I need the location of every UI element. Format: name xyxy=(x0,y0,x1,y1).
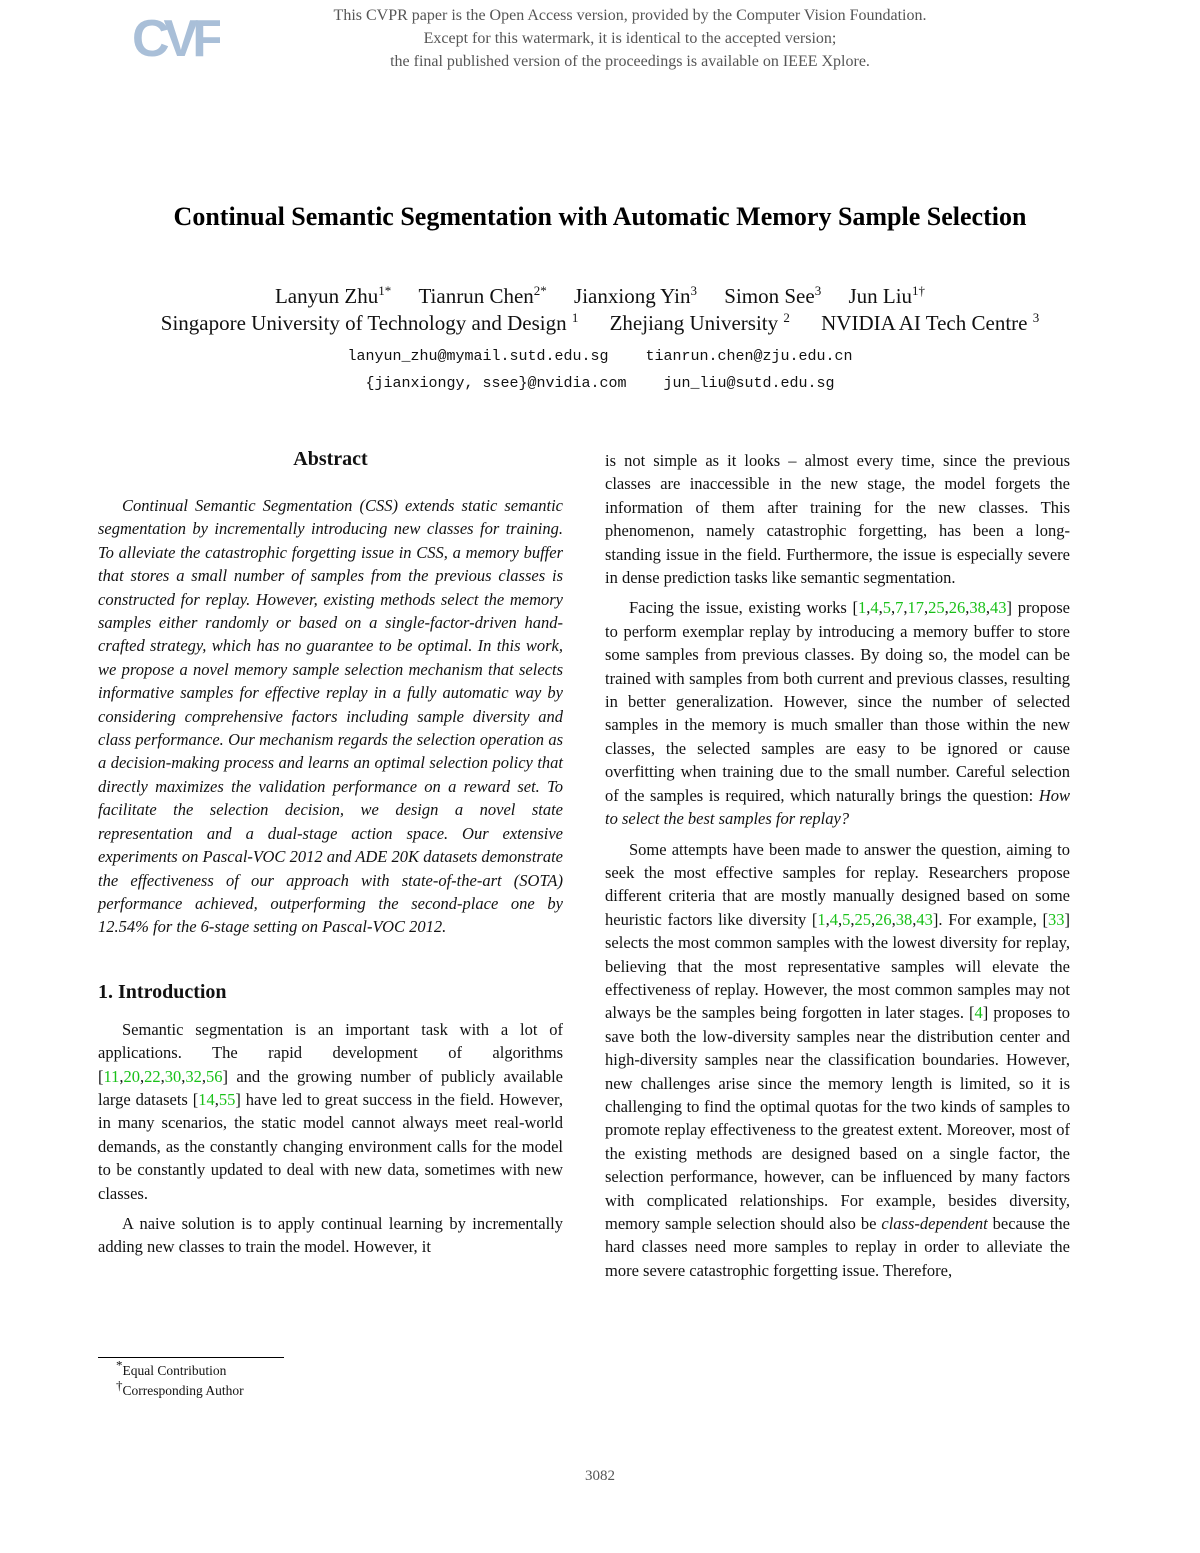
citation-link[interactable]: 26 xyxy=(948,598,966,618)
citation-link[interactable]: 56 xyxy=(206,1066,223,1086)
citation-group: 14,55 xyxy=(198,1089,236,1109)
email[interactable]: tianrun.chen@zju.edu.cn xyxy=(645,348,853,365)
citation-link[interactable]: 30 xyxy=(164,1066,182,1086)
abstract-heading: Abstract xyxy=(293,448,368,470)
open-access-watermark xyxy=(250,4,1010,73)
citation-link[interactable]: 25 xyxy=(854,909,872,929)
cvf-logo xyxy=(130,8,220,66)
citation-link[interactable]: 17 xyxy=(907,598,925,618)
affiliation: NVIDIA AI Tech Centre $^3$ xyxy=(821,310,1040,335)
paper-title: Continual Semantic Segmentation with Automatic Memory Sample Selection xyxy=(173,202,1027,231)
citation-link[interactable]: 4 xyxy=(870,598,879,618)
affiliation: Zhejiang University $^2$ xyxy=(609,310,790,335)
footnote-corresponding-author: †Corresponding Author xyxy=(116,1377,244,1398)
affiliation: Singapore University of Technology and Design $^1$ xyxy=(160,310,579,335)
email[interactable]: lanyun_zhu@mymail.sutd.edu.sg xyxy=(347,348,609,365)
left-column xyxy=(98,446,563,1266)
watermark-line: the final published version of the proceedings is available on IEEE Xplore. xyxy=(390,53,870,70)
citation-link[interactable]: 4 xyxy=(974,1003,983,1023)
footnote-rule xyxy=(98,1357,284,1358)
author: Lanyun Zhu$^{1*}$ xyxy=(274,283,392,308)
citation-link[interactable]: 38 xyxy=(969,598,986,618)
intro-paragraph: is not simple as it looks – almost every time, since the previous classes are inaccessible in the new stage, the model forgets the information of them after training for the new classes. This phenomenon, namely catastrophic forgetting, has been a long-standing issue in the field. Furthermore, the issue is especially severe in dense prediction tasks like semantic segmentation. xyxy=(605,451,1070,588)
author: Jianxiong Yin$^3$ xyxy=(574,283,698,308)
citation-link[interactable]: 33 xyxy=(1048,909,1065,929)
abstract-text: Continual Semantic Segmentation (CSS) extends static semantic segmentation by incrementally introducing new classes for training. To alleviate the catastrophic forgetting issue in CSS, a memory buffer that stores a small number of samples from the previous classes is constructed for replay. However, existing methods select the memory samples either randomly or based on a single-factor-driven handcrafted strategy, which has no guarantee to be optimal. In this work, we propose a novel memory sample selection mechanism that selects informative samples for effective replay in a fully automatic way by considering comprehensive factors including sample diversity and class performance. Our mechanism regards the selection operation as a decision-making process and learns an optimal selection policy that directly maximizes the validation performance on a reward set. To facilitate the selection decision, we design a novel state representation and a dual-stage action space. Our extensive experiments on Pascal-VOC 2012 and ADE 20K datasets demonstrate the effectiveness of our approach with state-of-the-art (SOTA) performance achieved, outperforming the second-place one by 12.54% for the 6-stage setting on Pascal-VOC 2012. xyxy=(98,496,563,937)
email-list xyxy=(0,343,1200,397)
author-list xyxy=(0,282,1200,310)
citation-link[interactable]: 55 xyxy=(218,1089,236,1109)
citation-link[interactable]: 11 xyxy=(103,1066,120,1086)
email-line xyxy=(0,343,1200,370)
citation-link[interactable]: 26 xyxy=(875,909,892,929)
introduction-heading: 1. Introduction xyxy=(98,980,227,1003)
watermark-line: This CVPR paper is the Open Access version, provided by the Computer Vision Foundation. xyxy=(333,7,927,24)
citation-link[interactable]: 5 xyxy=(842,909,851,929)
affiliation-list xyxy=(0,309,1200,337)
right-column xyxy=(605,449,1070,1289)
citation-group: 11,20,22,30,32,56 xyxy=(103,1066,223,1086)
intro-paragraph: A naive solution is to apply continual learning by incrementally adding new classes to train the model. However, it xyxy=(98,1213,563,1257)
intro-paragraph: Some attempts have been made to answer the question, aiming to seek the most effective samples for replay. Researchers propose different criteria that are mostly manually designed based on some heuristic factors like diversity [1,4,5,25,26,38,43]. For example, [33] selects the most common samples with the lowest diversity for replay, believing that the most representative samples will elevate the effectiveness of replay. However, the most common samples may not always be the samples being forgotten in later stages. [4] proposes to save both the low-diversity samples near the distribution center and high-diversity samples near the classification boundaries. However, new challenges arise since the memory length is limited, so it is challenging to find the optimal quotas for the two kinds of samples to promote replay effectiveness to the greatest extent. Moreover, most of the existing methods are designed based on a single factor, the selection performance, however, can be influenced by many factors with complicated relationships. For example, besides diversity, memory sample selection should also be class-dependent because the hard classes need more samples to replay in order to alleviate the more severe catastrophic forgetting issue. Therefore, xyxy=(605,839,1071,1280)
citation-link[interactable]: 5 xyxy=(882,598,892,618)
author: Simon See$^3$ xyxy=(724,283,822,308)
citation-link[interactable]: 25 xyxy=(928,598,945,618)
citation-link[interactable]: 38 xyxy=(895,909,913,929)
footnotes xyxy=(116,1357,244,1400)
intro-paragraph: Facing the issue, existing works [1,4,5,7,17,25,26,38,43] propose to perform exemplar replay by introducing a memory buffer to store some samples from previous classes. By doing so, the model can be trained with samples from both current and previous classes, resulting in better generalization. However, since the number of selected samples in the memory is much smaller than those within the new classes, the selected samples are easy to be ignored or cause overfitting when training due to the small number. Careful selection of the samples is required, which naturally brings the question: How to select the best samples for replay? xyxy=(605,598,1070,829)
citation-link[interactable]: 20 xyxy=(123,1066,141,1086)
citation-link[interactable]: 1 xyxy=(817,909,826,929)
citation-link[interactable]: 43 xyxy=(916,909,933,929)
citation-group: 1,4,5,25,26,38,43 xyxy=(817,909,933,929)
page-number: 3082 xyxy=(585,1468,615,1484)
author: Tianrun Chen$^{2*}$ xyxy=(418,283,547,308)
citation-group: 1,4,5,7,17,25,26,38,43 xyxy=(858,598,1007,618)
citation-link[interactable]: 43 xyxy=(990,598,1007,618)
citation-link[interactable]: 1 xyxy=(858,598,867,618)
author: Jun Liu$^{1\dagger}$ xyxy=(848,283,926,308)
citation-link[interactable]: 14 xyxy=(198,1089,215,1109)
email[interactable]: {jianxiongy, ssee}@nvidia.com xyxy=(365,375,627,392)
intro-paragraph: Semantic segmentation is an important task with a lot of applications. The rapid development of algorithms [11,20,22,30,32,56] and the growing number of publicly available large datasets [14,55] have led to great success in the field. However, in many scenarios, the static model cannot always meet real-world demands, as the constantly changing environment calls for the model to be constantly updated to deal with new data, sometimes with new classes. xyxy=(98,1019,564,1203)
citation-link[interactable]: 22 xyxy=(144,1066,161,1086)
citation-link[interactable]: 4 xyxy=(829,909,839,929)
watermark-line: Except for this watermark, it is identical to the accepted version; xyxy=(423,30,837,47)
citation-link[interactable]: 32 xyxy=(185,1066,202,1086)
email[interactable]: jun_liu@sutd.edu.sg xyxy=(663,375,835,392)
svg-text:CVF: CVF xyxy=(132,10,218,66)
email-line xyxy=(0,370,1200,397)
footnote-equal-contribution: *Equal Contribution xyxy=(116,1357,227,1378)
citation-link[interactable]: 7 xyxy=(895,598,904,618)
